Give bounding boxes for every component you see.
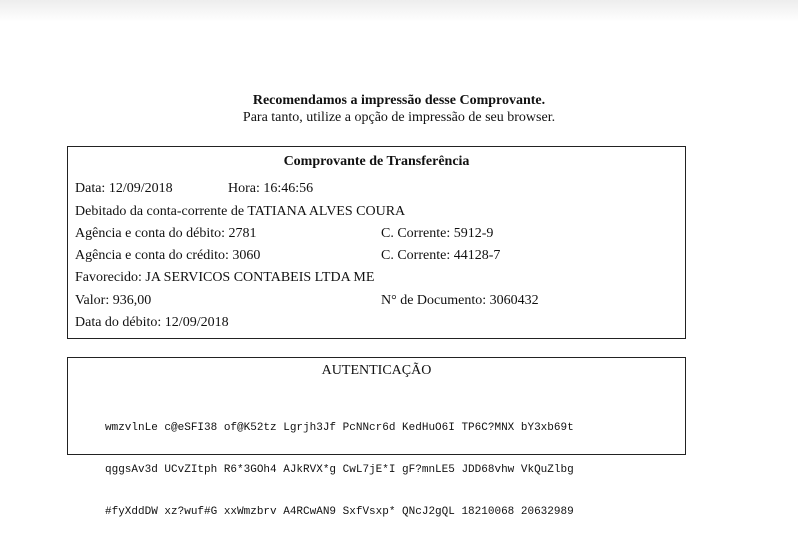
browser-top-shadow <box>0 0 798 22</box>
amount: Valor: 936,00 <box>75 293 152 308</box>
authentication-title: AUTENTICAÇÃO <box>321 363 432 378</box>
beneficiary: Favorecido: JA SERVICOS CONTABEIS LTDA ME <box>75 270 375 285</box>
debit-date: Data do débito: 12/09/2018 <box>75 315 229 330</box>
print-recommendation: Recomendamos a impressão desse Comprovante. <box>252 93 546 108</box>
auth-code-line: qggsAv3d UCvZItph R6*3GOh4 AJkRVX*g CwL7jE*I gF?mnLE5 JDD68vhw VkQuZlbg <box>105 464 574 476</box>
auth-code-line: wmzvlnLe c@eSFI38 of@K52tz Lgrjh3Jf PcNNcr6d KedHuO6I TP6C?MNX bY3xb69t <box>105 422 574 434</box>
debited-account-holder: Debitado da conta-corrente de TATIANA ALVES COURA <box>75 204 406 219</box>
auth-code-line: #fyXddDW xz?wuf#G xxWmzbrv A4RCwAN9 SxfVsxp* QNcJ2gQL 18210068 20632989 <box>105 506 574 518</box>
receipt-date: Data: 12/09/2018 <box>75 181 173 196</box>
document-number: N° de Documento: 3060432 <box>381 293 539 308</box>
transfer-receipt <box>67 146 686 339</box>
authentication-box <box>67 357 686 518</box>
debit-agency-account: Agência e conta do débito: 2781 <box>75 226 257 241</box>
receipt-time: Hora: 16:46:56 <box>228 181 314 196</box>
print-instructions: Para tanto, utilize a opção de impressão de seu browser. <box>242 110 556 125</box>
credit-current-account: C. Corrente: 44128-7 <box>381 248 501 263</box>
receipt-title: Comprovante de Transferência <box>283 154 470 169</box>
print-notice <box>0 92 798 126</box>
credit-agency-account: Agência e conta do crédito: 3060 <box>75 248 261 263</box>
debit-current-account: C. Corrente: 5912-9 <box>381 226 494 241</box>
authentication-codes <box>105 393 574 547</box>
